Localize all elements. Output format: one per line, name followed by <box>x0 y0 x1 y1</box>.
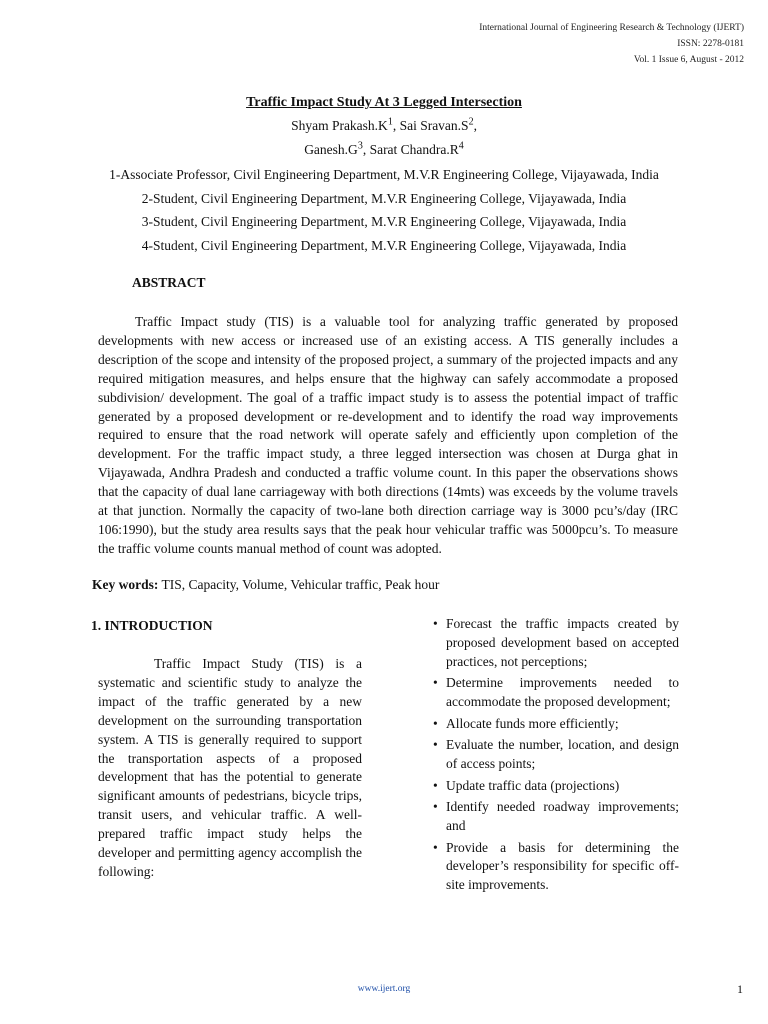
bullet-icon: • <box>433 839 438 855</box>
abstract-heading: ABSTRACT <box>132 275 206 290</box>
author-line-2 <box>0 138 768 162</box>
bullet-icon: • <box>433 777 438 793</box>
list-item <box>433 798 679 836</box>
author-name: Sarat Chandra.R <box>369 142 459 157</box>
author-separator: , <box>362 142 370 157</box>
list-item-text: Update traffic data (projections) <box>446 777 620 793</box>
journal-volume: Vol. 1 Issue 6, August - 2012 <box>633 55 744 65</box>
author-number: 4 <box>458 140 464 152</box>
abstract-text: Traffic Impact study (TIS) is a valuable tool for analyzing traffic generated by proposed developments with new access or increased use of an existing access. A TIS generally includes a description of the scope and intensity of the proposed project, a summary of the projected impacts and any required mitigation measures, and helps ensure that the highway can safely accommodate a proposed subdivision/ development. The goal of a traffic impact study is to assess the potential impact of traffic generated by a proposed development or re-development and to identify the road way improvements required to ensure that the road network will operate safely and efficiently upon completion of the development. For the traffic impact study, a three legged intersection was chosen at Durga ghat in Vijayawada, Andhra Pradesh and conducted a traffic volume count. In this paper the observations shows that the capacity of dual lane carriageway with both directions (14mts) was exceeds by the volume travels at that junction. Normally the capacity of two-lane both direction carriage way is 3000 pcu’s/day (IRC 106:1990), but the study area results says that the peak hour vehicular traffic was 5000pcu’s. To measure the traffic volume counts manual method of count was adopted. <box>98 314 678 556</box>
bullet-icon: • <box>433 616 438 631</box>
journal-issn: ISSN: 2278-0181 <box>677 39 744 49</box>
author-number: 1 <box>387 116 393 128</box>
list-item-text: Determine improvements needed to accommodate the proposed development; <box>446 675 679 710</box>
list-item <box>433 715 679 734</box>
author-name: Sai Sravan.S <box>399 118 469 133</box>
affiliation: 4-Student, Civil Engineering Department, M.V.R Engineering College, Vijayawada, India <box>141 237 627 253</box>
keywords-text: TIS, Capacity, Volume, Vehicular traffic, Peak hour <box>161 577 440 592</box>
introduction-text: Traffic Impact Study (TIS) is a systematic and scientific study to analyze the impact of the traffic generated by a new development on the surrounding transportation system. A TIS is generally required to support the transportation aspects of a proposed development that has the potential to generate significant amounts of pedestrians, bicycle trips, transit users, and vehicular traffic. A well-prepared traffic impact study helps the developer and permitting agency accomplish the following: <box>98 656 362 879</box>
bullet-icon: • <box>433 715 438 731</box>
list-item <box>433 777 679 796</box>
objectives-list <box>433 615 679 898</box>
list-item <box>433 674 679 712</box>
author-number: 2 <box>468 116 474 128</box>
author-number: 3 <box>357 140 363 152</box>
affiliation-list <box>0 163 768 257</box>
list-item-text: Identify needed roadway improvements; and <box>446 799 679 834</box>
list-item <box>433 736 679 774</box>
title-block <box>0 92 768 162</box>
paper-title: Traffic Impact Study At 3 Legged Intersection <box>246 95 522 110</box>
introduction-heading: 1. INTRODUCTION <box>91 618 213 633</box>
affiliation: 2-Student, Civil Engineering Department, M.V.R Engineering College, Vijayawada, India <box>141 190 627 206</box>
page-number: 1 <box>737 982 743 996</box>
bullet-icon: • <box>433 799 438 815</box>
list-item <box>433 839 679 896</box>
journal-name: International Journal of Engineering Research & Technology (IJERT) <box>479 23 744 33</box>
keywords-label: Key words: <box>92 577 159 592</box>
affiliation: 1-Associate Professor, Civil Engineering Department, M.V.R Engineering College, Vijayawada, India <box>109 167 659 182</box>
keywords <box>92 576 439 594</box>
list-item-text: Forecast the traffic impacts created by proposed development based on accepted practices, not perceptions; <box>446 616 679 669</box>
affiliation: 3-Student, Civil Engineering Department, M.V.R Engineering College, Vijayawada, India <box>141 214 627 229</box>
author-line-1 <box>0 114 768 138</box>
author-separator: , <box>473 118 477 133</box>
bullet-icon: • <box>433 737 438 753</box>
list-item-text: Allocate funds more efficiently; <box>446 715 619 731</box>
footer-url-link[interactable]: www.ijert.org <box>357 984 411 994</box>
list-item-text: Provide a basis for determining the developer’s responsibility for specific off-site improvements. <box>446 839 679 893</box>
list-item <box>433 615 679 672</box>
bullet-icon: • <box>433 675 438 691</box>
journal-header <box>324 20 744 68</box>
author-name: Ganesh.G <box>304 142 358 157</box>
author-name: Shyam Prakash.K <box>291 118 388 133</box>
author-separator: , <box>392 118 400 133</box>
list-item-text: Evaluate the number, location, and design of access points; <box>446 737 679 772</box>
